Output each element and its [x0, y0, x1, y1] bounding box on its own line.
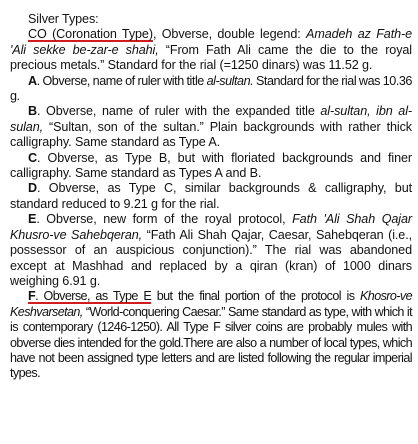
- type-f-text-1: but the final portion of the protocol is: [151, 289, 360, 304]
- type-f-label: F: [28, 289, 36, 304]
- type-f-underlined-lead: [28, 289, 151, 303]
- type-e-italic-protocol: Fath 'Ali Shah Qajar Khusro-ve Sahebqeran,: [10, 212, 412, 242]
- section-heading: Silver Types:: [28, 12, 99, 26]
- type-c-text-1: . Obverse, as Type B, but with floriated backgrounds and finer calligraphy. Same standard as Types A and B.: [10, 150, 412, 181]
- paragraph-type-f: [10, 289, 412, 381]
- paragraph-type-b: [10, 104, 412, 150]
- type-a-text-2: Standard for the rial was 10.36 g.: [10, 73, 412, 104]
- type-d-text-1: . Obverse, as Type C, similar backgrounds & calligraphy, but standard reduced to 9.21 g for the rial.: [10, 181, 412, 211]
- paragraph-type-e: [10, 212, 412, 289]
- paragraph-type-a: [10, 74, 412, 105]
- type-a-text-1: . Obverse, name of ruler with title: [36, 73, 207, 88]
- type-e-text-2: “Fath Ali Shah Qajar, Caesar, Sahebqeran (i.e., possessor of an auspicious conjunction).” The rial was abandoned except at Mashhad and replaced by a qiran (kran) of 1000 dinars weighing 6.91 g.: [10, 227, 413, 288]
- type-a-label: A: [28, 73, 37, 88]
- type-b-italic-title: al-sultan, ibn al-sulan,: [10, 104, 412, 134]
- type-f-underlined-text: . Obverse, as Type E: [35, 289, 152, 304]
- type-b-text-1: . Obverse, name of ruler with the expanded title: [37, 104, 321, 119]
- type-co-italic-legend: Amadeh az Fath-e 'Ali sekke be-zar-e shahi,: [10, 27, 412, 57]
- type-a-italic-title: al-sultan.: [206, 73, 254, 88]
- type-f-italic-protocol: Khosro-ve Keshvarsetan,: [10, 289, 412, 319]
- type-d-label: D: [28, 181, 37, 196]
- type-e-text-1: . Obverse, new form of the royal protocol,: [36, 212, 293, 227]
- type-c-label: C: [28, 150, 37, 165]
- paragraph-type-co: [10, 27, 412, 73]
- type-e-label: E: [28, 212, 37, 227]
- type-b-label: B: [28, 104, 37, 119]
- type-b-text-2: “Sultan, son of the sultan.” Plain backgrounds with rather thick calligraphy. Same standard as Type A.: [10, 119, 412, 150]
- paragraph-type-d: [10, 181, 412, 212]
- type-co-text-2: “From Fath Ali came the die to the royal precious metals.” Standard for the rial (=1250 dinars) was 11.52 g.: [10, 42, 413, 73]
- type-f-text-3: There are also a number of local types, which have not been assigned type letters and are listed following the regular imperial types.: [10, 335, 412, 381]
- paragraph-type-c: [10, 151, 412, 182]
- document-body: [10, 12, 412, 382]
- type-f-text-2: “World-conquering Caesar.” Same standard as type, with which it is contemporary (1246-1250). All Type F silver coins are probably mules with obverse dies intended for the gold.: [10, 304, 412, 350]
- type-co-label: CO (Coronation Type): [28, 27, 153, 42]
- type-co-text-1: , Obverse, double legend:: [152, 27, 307, 42]
